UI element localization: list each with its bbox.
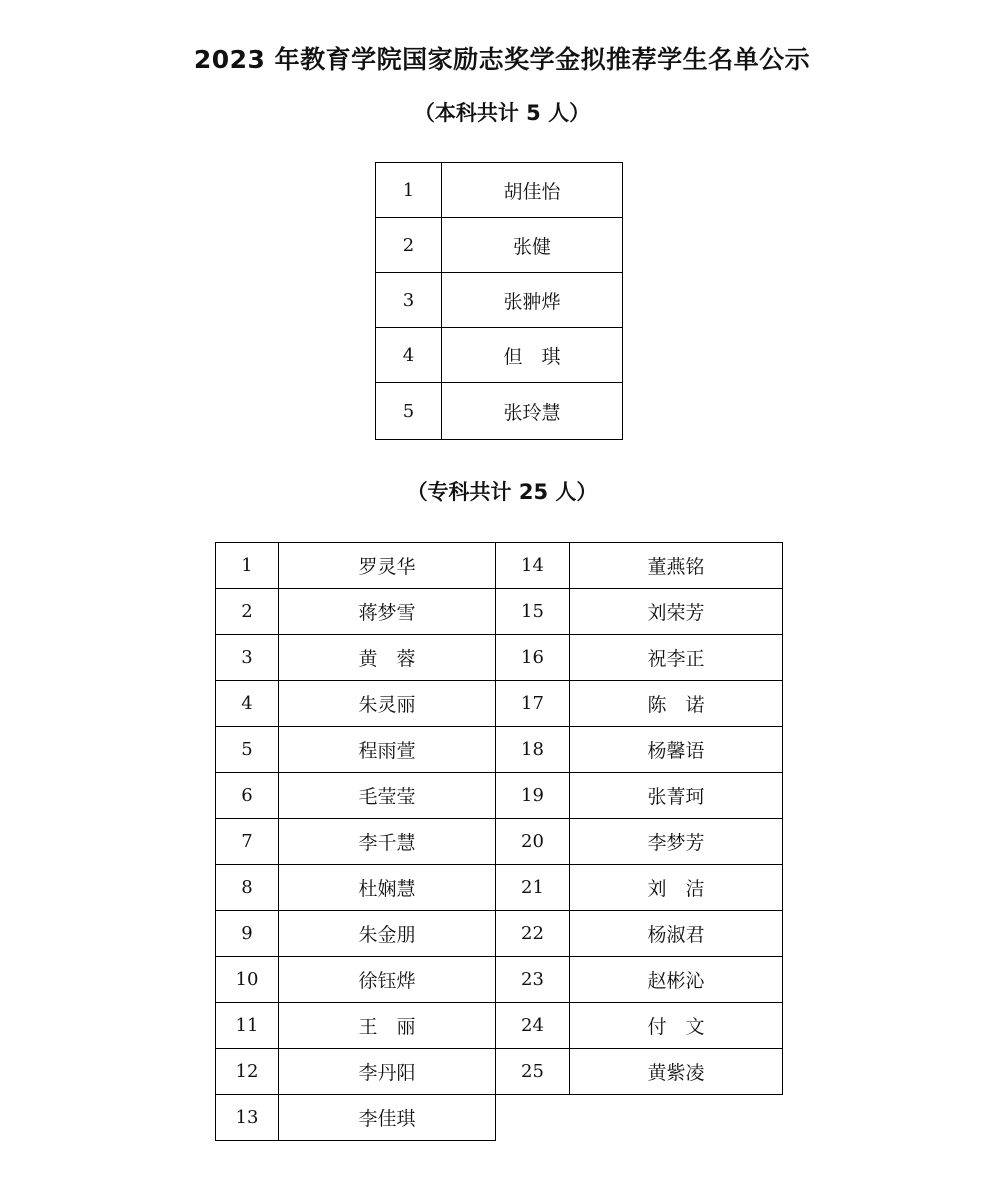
student-name: 付 文 xyxy=(570,1003,783,1049)
row-number: 25 xyxy=(496,1049,570,1095)
table-row xyxy=(376,383,623,440)
table-row xyxy=(376,273,623,328)
student-name: 胡佳怡 xyxy=(442,163,623,218)
table-row xyxy=(216,681,783,727)
row-number: 3 xyxy=(216,635,279,681)
student-name: 刘 洁 xyxy=(570,865,783,911)
student-name: 王 丽 xyxy=(279,1003,496,1049)
table-row xyxy=(376,218,623,273)
row-number: 5 xyxy=(216,727,279,773)
student-name: 杜娴慧 xyxy=(279,865,496,911)
table-row xyxy=(216,911,783,957)
student-name: 赵彬沁 xyxy=(570,957,783,1003)
student-name: 张健 xyxy=(442,218,623,273)
undergrad-table xyxy=(375,162,623,440)
row-number: 16 xyxy=(496,635,570,681)
student-name: 朱金朋 xyxy=(279,911,496,957)
student-name: 杨淑君 xyxy=(570,911,783,957)
row-number: 17 xyxy=(496,681,570,727)
table-row xyxy=(216,957,783,1003)
student-name: 李丹阳 xyxy=(279,1049,496,1095)
row-number: 5 xyxy=(376,383,442,440)
student-name: 李千慧 xyxy=(279,819,496,865)
student-name: 祝李正 xyxy=(570,635,783,681)
table-row xyxy=(216,1003,783,1049)
table-row xyxy=(216,865,783,911)
student-name: 陈 诺 xyxy=(570,681,783,727)
row-number: 4 xyxy=(376,328,442,383)
row-number: 8 xyxy=(216,865,279,911)
student-name: 黄紫凌 xyxy=(570,1049,783,1095)
table-row xyxy=(216,635,783,681)
table-row xyxy=(216,589,783,635)
row-number: 23 xyxy=(496,957,570,1003)
row-number: 1 xyxy=(376,163,442,218)
student-name: 刘荣芳 xyxy=(570,589,783,635)
row-number: 6 xyxy=(216,773,279,819)
table-row xyxy=(216,819,783,865)
student-name: 但 琪 xyxy=(442,328,623,383)
student-name: 徐钰烨 xyxy=(279,957,496,1003)
student-name: 朱灵丽 xyxy=(279,681,496,727)
row-number: 19 xyxy=(496,773,570,819)
junior-heading: （专科共计 25 人） xyxy=(406,480,598,504)
row-number: 7 xyxy=(216,819,279,865)
empty-cell xyxy=(496,1095,570,1141)
student-name: 张翀烨 xyxy=(442,273,623,328)
table-row xyxy=(216,1049,783,1095)
table-row xyxy=(376,328,623,383)
student-name: 黄 蓉 xyxy=(279,635,496,681)
junior-table xyxy=(215,542,783,1141)
student-name: 毛莹莹 xyxy=(279,773,496,819)
row-number: 11 xyxy=(216,1003,279,1049)
row-number: 10 xyxy=(216,957,279,1003)
row-number: 20 xyxy=(496,819,570,865)
student-name: 张菁珂 xyxy=(570,773,783,819)
row-number: 1 xyxy=(216,543,279,589)
row-number: 22 xyxy=(496,911,570,957)
row-number: 4 xyxy=(216,681,279,727)
table-row xyxy=(216,773,783,819)
student-name: 杨馨语 xyxy=(570,727,783,773)
row-number: 3 xyxy=(376,273,442,328)
undergrad-heading: （本科共计 5 人） xyxy=(413,101,591,125)
student-name: 董燕铭 xyxy=(570,543,783,589)
empty-cell xyxy=(570,1095,783,1141)
student-name: 张玲慧 xyxy=(442,383,623,440)
table-row xyxy=(376,163,623,218)
student-name: 程雨萱 xyxy=(279,727,496,773)
student-name: 李佳琪 xyxy=(279,1095,496,1141)
row-number: 21 xyxy=(496,865,570,911)
table-row xyxy=(216,543,783,589)
student-name: 李梦芳 xyxy=(570,819,783,865)
row-number: 24 xyxy=(496,1003,570,1049)
row-number: 14 xyxy=(496,543,570,589)
student-name: 蒋梦雪 xyxy=(279,589,496,635)
row-number: 12 xyxy=(216,1049,279,1095)
student-name: 罗灵华 xyxy=(279,543,496,589)
page-title: 2023 年教育学院国家励志奖学金拟推荐学生名单公示 xyxy=(193,45,811,74)
row-number: 18 xyxy=(496,727,570,773)
row-number: 13 xyxy=(216,1095,279,1141)
table-row xyxy=(216,727,783,773)
row-number: 9 xyxy=(216,911,279,957)
table-row xyxy=(216,1095,783,1141)
row-number: 15 xyxy=(496,589,570,635)
row-number: 2 xyxy=(216,589,279,635)
row-number: 2 xyxy=(376,218,442,273)
